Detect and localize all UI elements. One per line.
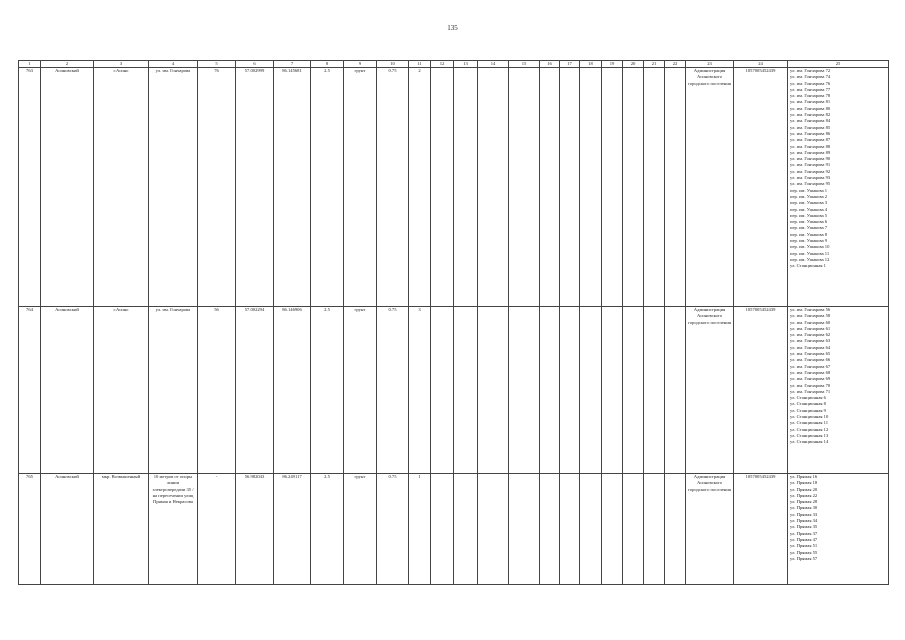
cell-empty — [665, 307, 686, 474]
cell-latitude: 56.982043 — [236, 474, 274, 585]
column-header: 5 — [198, 61, 236, 68]
cell-empty — [454, 307, 478, 474]
address-line: ул. им. Гончарова 88 — [790, 143, 831, 149]
address-line: ул. им. Гончарова 85 — [790, 124, 831, 130]
address-line: ул. Станционная 12 — [790, 426, 829, 432]
column-header: 13 — [454, 61, 478, 68]
address-line: ул. им. Гончарова 89 — [790, 149, 831, 155]
address-line: ул. им. Гончарова 82 — [790, 112, 831, 118]
address-line: пер. им. Ушакова 5 — [790, 212, 828, 218]
cell-empty — [644, 474, 665, 585]
cell-district: Асиновский — [41, 307, 94, 474]
address-line: ул. им. Гончарова 71 — [790, 388, 831, 394]
column-header: 20 — [623, 61, 644, 68]
column-header: 19 — [602, 61, 623, 68]
cell-empty — [509, 307, 540, 474]
cell-count: 2 — [409, 68, 431, 307]
address-line: ул. Станционная 13 — [790, 432, 829, 438]
cell-house: 56 — [198, 307, 236, 474]
address-line: ул. им. Гончарова 60 — [790, 319, 831, 325]
cell-count: 3 — [409, 307, 431, 474]
address-line: ул. им. Гончарова 65 — [790, 351, 831, 357]
cell-empty — [580, 474, 602, 585]
cell-volume: 0.75 — [377, 307, 409, 474]
address-line: ул. им. Гончарова 74 — [790, 74, 831, 80]
address-line: пер. им. Ушакова 11 — [790, 250, 830, 256]
cell-empty — [560, 307, 580, 474]
cell-area: 2.5 — [311, 474, 344, 585]
address-line: ул. Прямая 16 — [790, 474, 818, 479]
cell-empty — [602, 307, 623, 474]
column-header: 2 — [41, 61, 94, 68]
cell-count: 1 — [409, 474, 431, 585]
cell-surface: грунт — [344, 68, 377, 307]
register-table — [18, 60, 889, 585]
cell-empty — [454, 474, 478, 585]
cell-addresses — [788, 307, 889, 474]
cell-owner: Администрация Асиновского городского поселения — [686, 68, 734, 307]
address-line: ул. Станционная 1 — [790, 263, 826, 269]
cell-empty — [540, 307, 560, 474]
address-line: ул. им. Гончарова 76 — [790, 80, 831, 86]
address-line: ул. им. Гончарова 67 — [790, 363, 831, 369]
cell-surface: грунт — [344, 307, 377, 474]
cell-street: ул. им. Гончарова — [149, 68, 198, 307]
cell-empty — [540, 68, 560, 307]
address-line: ул. Станционная 8 — [790, 401, 826, 407]
cell-number: 765 — [19, 474, 41, 585]
cell-empty — [540, 474, 560, 585]
address-line: ул. Прямая 37 — [790, 530, 818, 536]
address-line: ул. им. Гончарова 66 — [790, 357, 831, 363]
address-line: пер. им. Ушакова 3 — [790, 200, 828, 206]
column-header: 23 — [686, 61, 734, 68]
cell-empty — [602, 474, 623, 585]
address-line: пер. им. Ушакова 9 — [790, 238, 828, 244]
cell-owner: Администрация Асиновского городского поселения — [686, 474, 734, 585]
column-header: 7 — [274, 61, 311, 68]
cell-surface: грунт — [344, 474, 377, 585]
cell-addresses — [788, 68, 889, 307]
address-line: ул. им. Гончарова 91 — [790, 162, 831, 168]
cell-empty — [478, 474, 509, 585]
cell-settlement: г.Асино — [94, 68, 149, 307]
cell-street: ул. им. Гончарова — [149, 307, 198, 474]
column-header: 10 — [377, 61, 409, 68]
column-header: 6 — [236, 61, 274, 68]
column-header: 17 — [560, 61, 580, 68]
cell-empty — [478, 307, 509, 474]
column-header: 14 — [478, 61, 509, 68]
column-header: 11 — [409, 61, 431, 68]
column-header: 9 — [344, 61, 377, 68]
address-line: ул. Станционная 11 — [790, 420, 829, 426]
address-line: ул. им. Гончарова 81 — [790, 99, 831, 105]
column-header: 21 — [644, 61, 665, 68]
cell-longitude: 86.145681 — [274, 68, 311, 307]
cell-empty — [431, 474, 454, 585]
address-line: ул. Прямая 57 — [790, 555, 818, 561]
cell-addresses — [788, 474, 889, 585]
address-line: ул. им. Гончарова 87 — [790, 137, 831, 143]
cell-latitude: 57.002999 — [236, 68, 274, 307]
cell-number: 764 — [19, 307, 41, 474]
cell-ogrn: 1057005452439 — [734, 68, 788, 307]
cell-empty — [623, 68, 644, 307]
column-header: 22 — [665, 61, 686, 68]
cell-empty — [560, 68, 580, 307]
cell-empty — [580, 307, 602, 474]
table-row — [19, 307, 889, 474]
column-header: 15 — [509, 61, 540, 68]
address-line: ул. им. Гончарова 64 — [790, 344, 831, 350]
address-line: ул. им. Гончарова 78 — [790, 93, 831, 99]
address-line: ул. Станционная 10 — [790, 414, 829, 420]
cell-latitude: 57.002294 — [236, 307, 274, 474]
address-line: ул. им. Гончарова 63 — [790, 338, 831, 344]
column-header: 24 — [734, 61, 788, 68]
cell-empty — [478, 68, 509, 307]
address-line: пер. им. Ушакова 1 — [790, 187, 828, 193]
cell-owner: Администрация Асиновского городского поселения — [686, 307, 734, 474]
table-row — [19, 474, 889, 585]
cell-ogrn: 1057005452439 — [734, 307, 788, 474]
column-header: 12 — [431, 61, 454, 68]
address-line: пер. им. Ушакова 6 — [790, 219, 828, 225]
address-line: ул. им. Гончарова 86 — [790, 130, 831, 136]
cell-volume: 0.75 — [377, 474, 409, 585]
address-line: пер. им. Ушакова 12 — [790, 256, 830, 262]
address-line: ул. Прямая 28 — [790, 499, 818, 505]
column-header: 25 — [788, 61, 889, 68]
address-line: пер. им. Ушакова 2 — [790, 193, 828, 199]
column-header: 8 — [311, 61, 344, 68]
cell-empty — [431, 68, 454, 307]
address-line: ул. Прямая 22 — [790, 492, 818, 498]
cell-empty — [623, 307, 644, 474]
cell-empty — [454, 68, 478, 307]
cell-empty — [431, 307, 454, 474]
address-line: пер. им. Ушакова 8 — [790, 231, 828, 237]
address-line: ул. Прямая 30 — [790, 505, 818, 511]
cell-ogrn: 1057005452439 — [734, 474, 788, 585]
address-line: ул. Прямая 34 — [790, 518, 818, 524]
address-line: ул. Прямая 33 — [790, 511, 818, 517]
address-line: ул. им. Гончарова 69 — [790, 376, 831, 382]
cell-longitude: 86.146906 — [274, 307, 311, 474]
cell-empty — [509, 474, 540, 585]
address-line: ул. Станционная 14 — [790, 439, 829, 445]
address-line: ул. Станционная 9 — [790, 407, 826, 413]
column-header: 3 — [94, 61, 149, 68]
address-line: ул. Прямая 35 — [790, 524, 818, 530]
cell-volume: 0.75 — [377, 68, 409, 307]
address-line: ул. им. Гончарова 84 — [790, 118, 831, 124]
cell-empty — [665, 68, 686, 307]
page-number: 135 — [447, 24, 458, 32]
cell-empty — [644, 68, 665, 307]
column-header: 4 — [149, 61, 198, 68]
address-line: ул. им. Гончарова 61 — [790, 325, 831, 331]
cell-settlement: мкр. Возвышенный — [94, 474, 149, 585]
address-line: ул. им. Гончарова 62 — [790, 332, 831, 338]
address-line: ул. им. Гончарова 80 — [790, 105, 831, 111]
address-line: ул. Прямая 51 — [790, 543, 818, 549]
address-line: ул. Станционная 6 — [790, 395, 826, 401]
address-line: ул. им. Гончарова 93 — [790, 175, 831, 181]
address-line: ул. им. Гончарова 90 — [790, 156, 831, 162]
cell-house: 76 — [198, 68, 236, 307]
cell-empty — [665, 474, 686, 585]
address-line: ул. им. Гончарова 77 — [790, 86, 831, 92]
column-header: 16 — [540, 61, 560, 68]
address-line: ул. им. Гончарова 72 — [790, 68, 831, 73]
address-line: пер. им. Ушакова 7 — [790, 225, 828, 231]
address-line: пер. им. Ушакова 4 — [790, 206, 828, 212]
address-line: ул. Прямая 20 — [790, 486, 818, 492]
address-line: пер. им. Ушакова 10 — [790, 244, 830, 250]
cell-empty — [560, 474, 580, 585]
address-line: ул. Прямая 18 — [790, 480, 818, 486]
cell-settlement: г.Асино — [94, 307, 149, 474]
cell-longitude: 86.249117 — [274, 474, 311, 585]
address-line: ул. им. Гончарова 92 — [790, 168, 831, 174]
cell-empty — [623, 474, 644, 585]
address-line: ул. им. Гончарова 70 — [790, 382, 831, 388]
address-line: ул. им. Гончарова 58 — [790, 313, 831, 319]
column-header: 18 — [580, 61, 602, 68]
cell-area: 2.5 — [311, 68, 344, 307]
address-line: ул. им. Гончарова 68 — [790, 369, 831, 375]
address-line: ул. Прямая 55 — [790, 549, 818, 555]
cell-empty — [580, 68, 602, 307]
table-row — [19, 68, 889, 307]
cell-number: 763 — [19, 68, 41, 307]
address-line: ул. Прямая 47 — [790, 536, 818, 542]
address-line: ул. им. Гончарова 95 — [790, 181, 831, 187]
cell-empty — [644, 307, 665, 474]
cell-district: Асиновский — [41, 474, 94, 585]
cell-empty — [509, 68, 540, 307]
cell-house: - — [198, 474, 236, 585]
cell-street: 10 метров от опоры линии электропередачи 35 / на пересечении улиц Прямая и Некрасова — [149, 474, 198, 585]
cell-area: 2.5 — [311, 307, 344, 474]
header-row — [19, 61, 889, 68]
cell-empty — [602, 68, 623, 307]
cell-district: Асиновский — [41, 68, 94, 307]
column-header: 1 — [19, 61, 41, 68]
address-line: ул. им. Гончарова 56 — [790, 307, 831, 312]
